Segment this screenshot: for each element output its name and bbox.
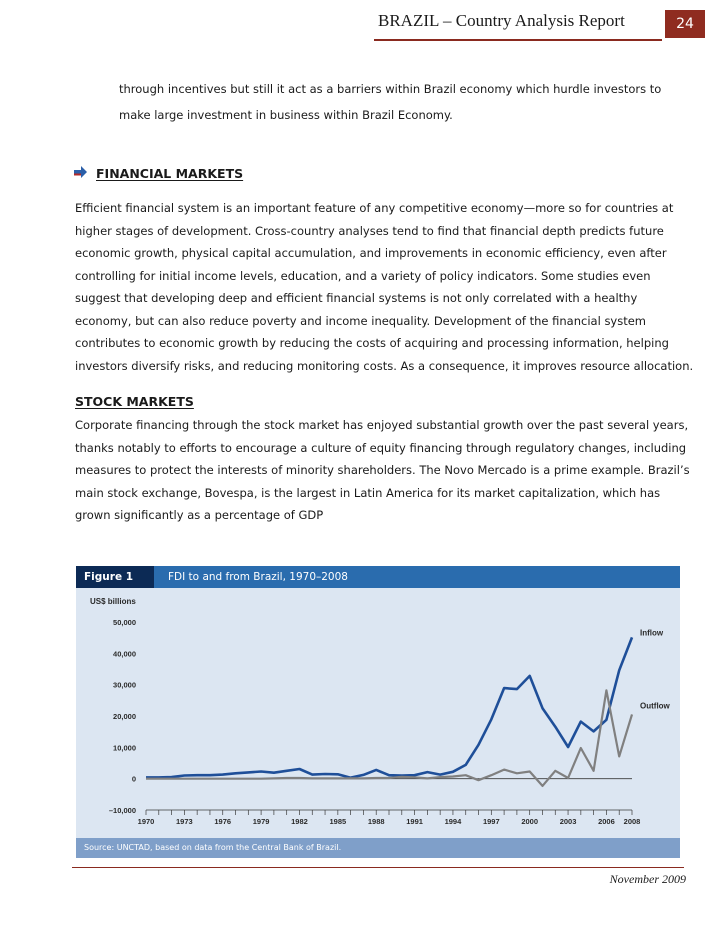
y-tick-label: 20,000 xyxy=(113,712,136,721)
series-line-outflow xyxy=(146,690,632,786)
series-label-outflow: Outflow xyxy=(640,701,670,711)
y-tick-label: 50,000 xyxy=(113,618,136,627)
y-tick-label: 40,000 xyxy=(113,649,136,659)
series-line-inflow xyxy=(146,637,632,777)
continuation-paragraph: through incentives but still it act as a barriers within Brazil economy which hurdle investors to make large investment in business within Brazil Economy. xyxy=(119,82,662,122)
y-axis-label: US$ billions xyxy=(90,597,136,606)
x-tick-label: 1997 xyxy=(482,817,500,826)
fdi-line-chart xyxy=(76,588,680,838)
x-tick-label: 2008 xyxy=(623,817,641,826)
figure-label: Figure 1 xyxy=(76,566,154,588)
header-rule xyxy=(374,39,662,41)
stock-markets-paragraph: Corporate financing through the stock market has enjoyed substantial growth over the past several years, thanks notably to efforts to encourage a culture of equity financing through regulatory changes, including measures to protect the interests of minority shareholders. The Novo Mercado is a prime example. Brazil’s main stock exchange, Bovespa, is the largest in Latin America for its market capitalization, which has grown significantly as a percentage of GDP xyxy=(75,418,690,522)
report-title: BRAZIL – Country Analysis Report xyxy=(378,11,625,30)
x-tick-label: 1979 xyxy=(252,817,270,826)
y-tick-label: 0 xyxy=(131,774,136,784)
financial-markets-paragraph: Efficient financial system is an important feature of any competitive economy—more so for countries at higher stages of development. Cross-country analyses tend to find that financial depth predicts future economic growth, physical capital accumulation, and improvements in economic efficiency, even after controlling for initial income levels, education, and a variety of policy indicators. Some studies even suggest that developing deep and efficient financial systems is not only correlated with a healthy economy, but can also reduce poverty and income inequality. Development of the financial system contributes to economic growth by reducing the costs of acquiring and processing information, helping investors diversify risks, and reducing monitoring costs. As a consequence, it improves resource allocation. xyxy=(75,201,694,373)
x-tick-label: 1970 xyxy=(137,817,155,826)
page-number-badge: 24 xyxy=(665,10,705,38)
x-tick-label: 1985 xyxy=(329,817,347,826)
x-tick-label: 1991 xyxy=(406,817,423,826)
x-tick-label: 1973 xyxy=(176,817,193,826)
x-tick-label: 1982 xyxy=(291,817,308,826)
series-label-inflow: Inflow xyxy=(640,628,664,638)
x-tick-label: 2006 xyxy=(598,817,615,826)
footer-date: November 2009 xyxy=(609,872,686,886)
fdi-figure xyxy=(76,566,680,858)
footer-rule xyxy=(72,867,684,868)
y-tick-label: 30,000 xyxy=(113,680,136,690)
x-tick-label: 1988 xyxy=(367,817,385,826)
y-tick-label: 10,000 xyxy=(113,743,136,753)
x-tick-label: 1976 xyxy=(214,817,232,826)
x-tick-label: 1994 xyxy=(444,817,462,826)
x-tick-label: 2000 xyxy=(521,817,539,826)
figure-source: Source: UNCTAD, based on data from the Central Bank of Brazil. xyxy=(76,838,680,858)
financial-markets-heading: FINANCIAL MARKETS xyxy=(96,166,244,181)
figure-title: FDI to and from Brazil, 1970–2008 xyxy=(168,571,348,583)
arrow-bullet-icon xyxy=(72,164,88,180)
y-tick-label: –10,000 xyxy=(108,806,136,815)
stock-markets-heading: STOCK MARKETS xyxy=(75,394,194,409)
figure-title-band xyxy=(76,566,680,588)
x-tick-label: 2003 xyxy=(559,817,577,826)
